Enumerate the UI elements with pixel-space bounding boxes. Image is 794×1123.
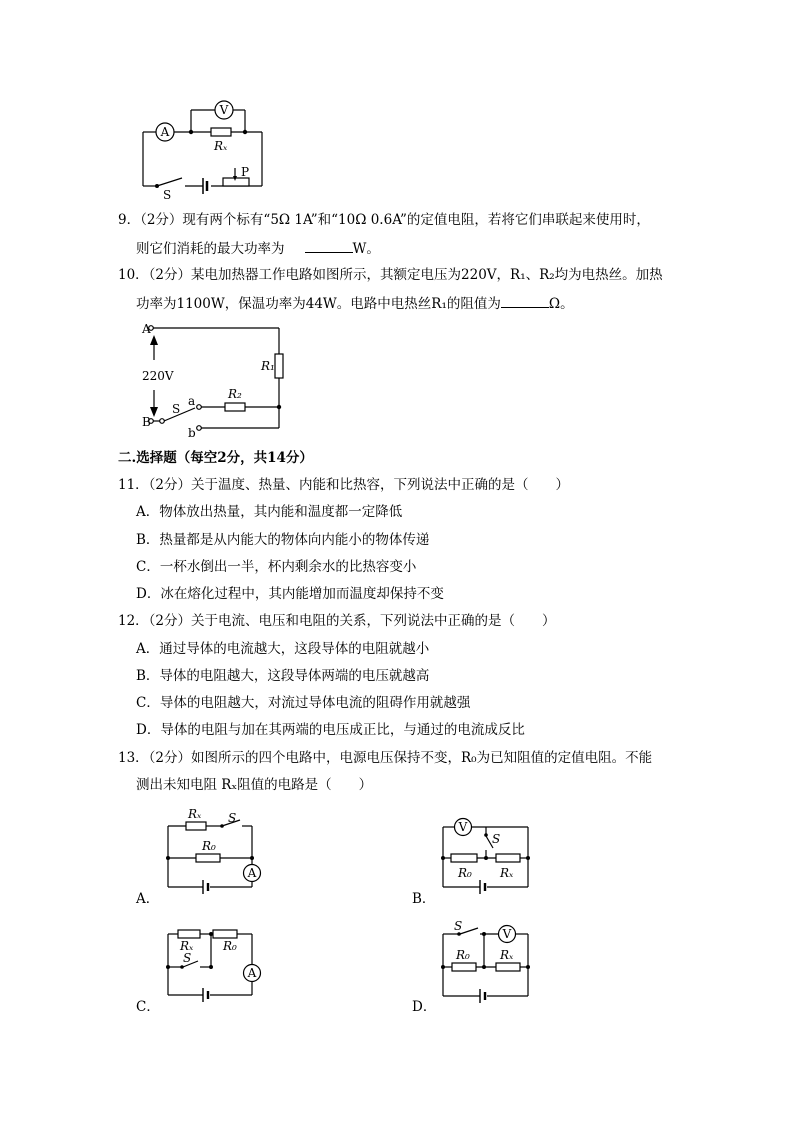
q12-option-c[interactable]: C．导体的电阻越大，对流过导体电流的阻碍作用就越强	[136, 695, 471, 711]
q9-line2-post: W。	[352, 241, 380, 257]
q13-choice-c[interactable]: C．	[136, 999, 160, 1015]
q13-choice-b[interactable]: B．	[412, 891, 436, 907]
rx-label: Rₓ	[500, 866, 514, 880]
q12-option-d[interactable]: D．导体的电阻与加在其两端的电压成正比，与通过的电流成反比	[136, 722, 525, 738]
q11-option-d[interactable]: D．冰在熔化过程中，其内能增加而温度却保持不变	[136, 586, 444, 602]
q12-stem: 12．（2分）关于电流、电压和电阻的关系，下列说法中正确的是（ ）	[118, 613, 556, 629]
q13-line2: 测出未知电阻 Rₓ阻值的电路是（ ）	[136, 777, 373, 793]
ammeter-label: A	[160, 125, 170, 139]
switch-label: S	[454, 919, 463, 933]
slider-label: P	[241, 165, 250, 179]
rx-label: Rₓ	[188, 807, 202, 821]
r2-label: R₂	[228, 387, 242, 401]
switch-label: S	[172, 402, 181, 416]
voltmeter-label: V	[219, 103, 229, 117]
r0-label: R₀	[458, 866, 472, 880]
voltmeter-label: V	[502, 927, 512, 941]
q10-line2-post: Ω。	[548, 296, 574, 312]
q10-line2-pre: 功率为1100W，保温功率为44W。电路中电热丝R₁的阻值为	[136, 296, 501, 312]
q13-choice-a[interactable]: A．	[136, 891, 160, 907]
switch-label: S	[163, 188, 172, 202]
r0-label: R₀	[223, 939, 237, 953]
ammeter-label: A	[247, 966, 257, 980]
q13-line1: 13．（2分）如图所示的四个电路中，电源电压保持不变，R₀为已知阻值的定值电阻。不能	[118, 750, 653, 766]
q12-option-a[interactable]: A．通过导体的电流越大，这段导体的电阻就越小	[136, 641, 430, 657]
switch-label: S	[492, 832, 501, 846]
switch-label: S	[228, 811, 237, 825]
rx-label: Rₓ	[180, 939, 194, 953]
q10-line1: 10．（2分）某电加热器工作电路如图所示，其额定电压为220V，R₁、R₂均为电热丝。加热	[118, 267, 663, 283]
section-title: 二.选择题（每空2分，共14分）	[118, 450, 313, 466]
r1-label: R₁	[261, 359, 275, 373]
q9-line2-pre: 则它们消耗的最大功率为	[136, 241, 285, 257]
node-a-label: A	[142, 322, 151, 336]
node-b-label: B	[142, 415, 151, 429]
voltage-label: 220V	[142, 369, 174, 383]
switch-label: S	[183, 951, 192, 965]
r0-label: R₀	[456, 948, 470, 962]
contact-a-label: a	[188, 394, 196, 408]
r0-label: R₀	[202, 839, 216, 853]
q9-line1: 9．（2分）现有两个标有“5Ω 1A”和“10Ω 0.6A”的定值电阻，若将它们串联起来使用时，	[118, 212, 650, 228]
contact-b-label: b	[188, 426, 196, 440]
q13-choice-d[interactable]: D．	[412, 999, 437, 1015]
rx-label: Rₓ	[214, 139, 228, 153]
voltmeter-label: V	[458, 820, 468, 834]
q11-option-c[interactable]: C．一杯水倒出一半，杯内剩余水的比热容变小	[136, 559, 417, 575]
q11-option-a[interactable]: A．物体放出热量，其内能和温度都一定降低	[136, 504, 403, 520]
q12-option-b[interactable]: B．导体的电阻越大，这段导体两端的电压就越高	[136, 668, 430, 684]
ammeter-label: A	[247, 866, 257, 880]
q11-option-b[interactable]: B．热量都是从内能大的物体向内能小的物体传递	[136, 532, 430, 548]
rx-label: Rₓ	[500, 948, 514, 962]
q11-stem: 11．（2分）关于温度、热量、内能和比热容，下列说法中正确的是（ ）	[118, 477, 570, 493]
